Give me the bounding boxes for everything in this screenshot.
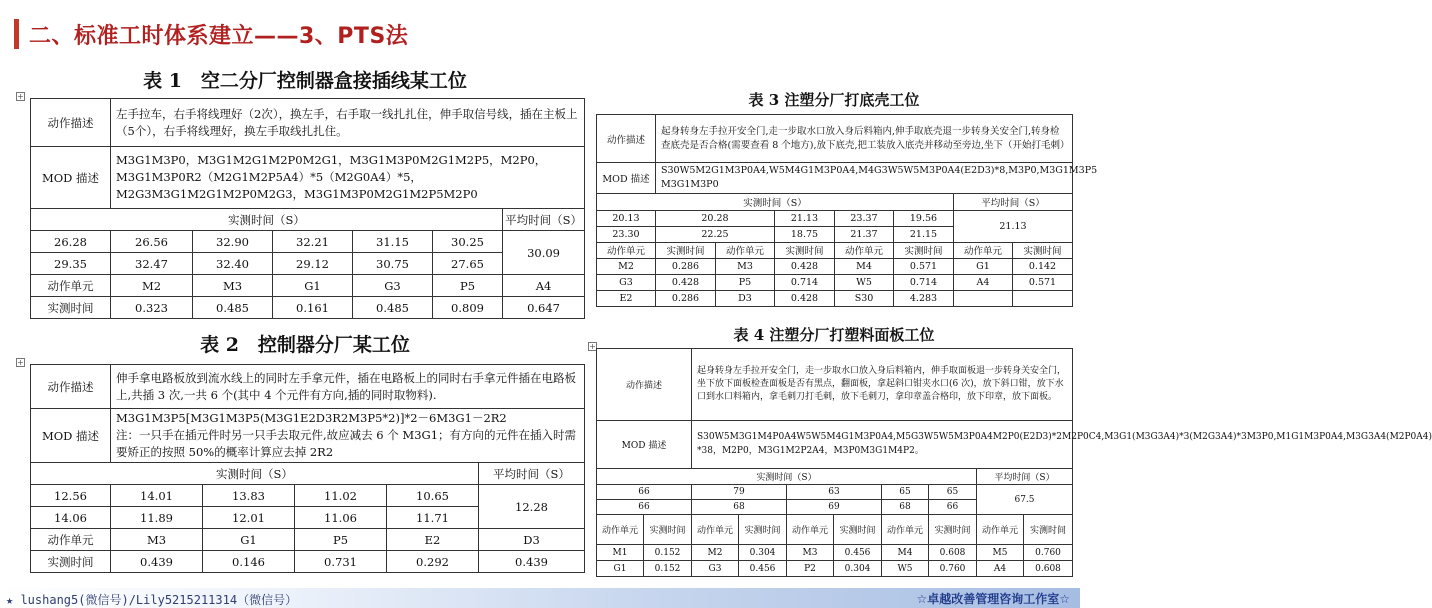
table-cell: 32.47 xyxy=(111,253,193,275)
table-cell: 0.428 xyxy=(775,258,835,274)
time-label: 实测时间 xyxy=(31,297,111,319)
table-move-handle-icon[interactable]: + xyxy=(17,358,24,367)
table-cell: 0.152 xyxy=(644,561,692,577)
table-cell: 69 xyxy=(787,500,882,515)
table-cell: 12.01 xyxy=(203,507,295,529)
table-cell: 19.56 xyxy=(894,210,954,226)
table-cell: 0.439 xyxy=(111,551,203,573)
avg-value: 21.13 xyxy=(954,210,1073,242)
unit-label: 动作单元 xyxy=(31,275,111,297)
avg-header: 平均时间（S） xyxy=(977,469,1073,485)
table-cell: M3 xyxy=(193,275,273,297)
table-cell: 0.304 xyxy=(834,561,882,577)
table-cell: P5 xyxy=(295,529,387,551)
desc-text: 伸手拿电路板放到流水线上的同时左手拿元件，插在电路板上的同时右手拿元件插在电路板上,共插 3 次,一共 6 个(其中 4 个元件有方向,插的同时取物料). xyxy=(111,365,585,409)
table-cell: M2 xyxy=(111,275,193,297)
table-cell: 0.304 xyxy=(739,545,787,561)
table-cell: M4 xyxy=(835,258,894,274)
table-cell: G1 xyxy=(954,258,1013,274)
table3 xyxy=(596,114,1098,307)
table4-caption: 表 4 注塑分厂打塑料面板工位 xyxy=(733,326,935,344)
footer-bar xyxy=(0,588,1080,608)
measured-header: 实测时间（S） xyxy=(597,193,954,210)
table-cell: 21.15 xyxy=(894,226,954,242)
table-cell: 0.760 xyxy=(1024,545,1073,561)
table-cell: E2 xyxy=(597,290,656,306)
footer-contact: ★ lushang5(微信号)/Lily5215211314（微信号） xyxy=(6,593,298,607)
desc-label: 动作描述 xyxy=(597,115,656,163)
table-cell: 32.40 xyxy=(193,253,273,275)
table-cell: 0.428 xyxy=(775,290,835,306)
time-header: 实测时间 xyxy=(929,515,977,545)
table-cell: G1 xyxy=(203,529,295,551)
table-cell: 13.83 xyxy=(203,485,295,507)
table-cell: W5 xyxy=(882,561,929,577)
unit-header: 动作单元 xyxy=(954,242,1013,258)
mod-formula: M3G1M3P5[M3G1M3P5(M3G1E2D3R2M3P5*2)]*2－6M3G1－2R2 xyxy=(116,411,507,426)
table-cell: 68 xyxy=(692,500,787,515)
table-cell: 23.37 xyxy=(835,210,894,226)
table-cell: 65 xyxy=(882,485,929,500)
time-label: 实测时间 xyxy=(31,551,111,573)
table-cell: G3 xyxy=(353,275,433,297)
time-header: 实测时间 xyxy=(1013,242,1073,258)
table-cell: D3 xyxy=(716,290,775,306)
time-header: 实测时间 xyxy=(834,515,882,545)
table2-caption: 表 2 控制器分厂某工位 xyxy=(200,334,410,356)
table-cell: 0.286 xyxy=(656,258,716,274)
table-cell: 66 xyxy=(597,485,692,500)
table-cell: 0.485 xyxy=(193,297,273,319)
table-cell: M1 xyxy=(597,545,644,561)
table-cell xyxy=(1013,290,1073,306)
time-header: 实测时间 xyxy=(894,242,954,258)
mod-text: S30W5M3G1M4P0A4W5W5M4G1M3P0A4,M5G3W5W5M3P0A4M2P0(E2D3)*2M2P0C4,M3G1(M3G3A4)*3(M2G3A4)*3M3P0,M1G1M3P0A4,M3G3A4(M2P0A4) *38，M2P0，M3G1M2P2A4，M3P0M3G1M4P2。 xyxy=(692,421,1073,469)
table-cell: 31.15 xyxy=(353,231,433,253)
table-cell: 20.28 xyxy=(656,210,775,226)
table-cell: 22.25 xyxy=(656,226,775,242)
avg-value: 12.28 xyxy=(479,485,585,529)
table-cell: 0.152 xyxy=(644,545,692,561)
table-cell: E2 xyxy=(387,529,479,551)
table-cell: 18.75 xyxy=(775,226,835,242)
avg-header: 平均时间（S） xyxy=(479,463,585,485)
table-cell: G3 xyxy=(692,561,739,577)
table-cell: A4 xyxy=(503,275,585,297)
avg-header: 平均时间（S） xyxy=(503,209,585,231)
table-cell: A4 xyxy=(954,274,1013,290)
table-cell: G1 xyxy=(597,561,644,577)
measured-header: 实测时间（S） xyxy=(31,463,479,485)
table-cell: G1 xyxy=(273,275,353,297)
table-cell: 66 xyxy=(929,500,977,515)
time-header: 实测时间 xyxy=(656,242,716,258)
table-cell: 0.714 xyxy=(775,274,835,290)
table-cell: 21.37 xyxy=(835,226,894,242)
table-cell: 0.456 xyxy=(739,561,787,577)
unit-header: 动作单元 xyxy=(692,515,739,545)
table3-caption: 表 3 注塑分厂打底壳工位 xyxy=(748,91,920,109)
table-cell: 63 xyxy=(787,485,882,500)
time-header: 实测时间 xyxy=(775,242,835,258)
table-cell: M3 xyxy=(716,258,775,274)
mod-text: S30W5M2G1M3P0A4,W5M4G1M3P0A4,M4G3W5W5M3P0A4(E2D3)*8,M3P0,M3G1M3P5 M3G1M3P0 xyxy=(656,163,1073,194)
table-cell: 29.35 xyxy=(31,253,111,275)
table-cell: 0.608 xyxy=(929,545,977,561)
unit-header: 动作单元 xyxy=(882,515,929,545)
table-cell: M3 xyxy=(111,529,203,551)
table-cell: 0.647 xyxy=(503,297,585,319)
mod-text: M3G1M3P0，M3G1M2G1M2P0M2G1，M3G1M3P0M2G1M2P5，M2P0，M3G1M3P0R2（M2G1M2P5A4）*5（M2G0A4）*5，M2G3M3G1M2G1M2P0M2G3，M3G1M3P0M2G1M2P5M2P0 xyxy=(111,147,585,209)
table-cell: 0.146 xyxy=(203,551,295,573)
mod-label: MOD 描述 xyxy=(31,147,111,209)
table1 xyxy=(30,98,585,319)
desc-label: 动作描述 xyxy=(31,99,111,147)
table-cell: 30.75 xyxy=(353,253,433,275)
unit-header: 动作单元 xyxy=(597,242,656,258)
desc-text: 左手拉车，右手将线理好（2次），换左手，右手取一线扎扎住，伸手取信号线，插在主板上（5个），右手将线理好，换左手取线扎扎住。 xyxy=(111,99,585,147)
table-cell: 0.286 xyxy=(656,290,716,306)
slide-header xyxy=(14,14,408,54)
table-cell: M3 xyxy=(787,545,834,561)
table-cell: 14.06 xyxy=(31,507,111,529)
table-cell: 11.02 xyxy=(295,485,387,507)
unit-header: 动作单元 xyxy=(787,515,834,545)
table-cell: M4 xyxy=(882,545,929,561)
desc-text: 起身转身左手拉开安全门，走一步取水口放入身后料箱内，伸手取面板退一步转身关安全门，坐下放下面板检查面板是否有黑点，翻面板，拿起斜口钳夹水口(6 次)，放下斜口钳，放下水口到水口料箱内，拿毛刺刀打毛刺，放下毛刺刀，拿印章盖合格印，放下印章，放下面板。 xyxy=(692,349,1073,421)
table-cell: 29.12 xyxy=(273,253,353,275)
table-cell: 0.142 xyxy=(1013,258,1073,274)
measured-header: 实测时间（S） xyxy=(597,469,977,485)
table-cell: W5 xyxy=(835,274,894,290)
table-cell: 11.89 xyxy=(111,507,203,529)
table-cell: G3 xyxy=(597,274,656,290)
table-cell: 11.06 xyxy=(295,507,387,529)
mod-text xyxy=(111,409,585,463)
avg-header: 平均时间（S） xyxy=(954,193,1073,210)
table-cell: 0.456 xyxy=(834,545,882,561)
table-move-handle-icon[interactable]: + xyxy=(589,342,596,351)
unit-header: 动作单元 xyxy=(835,242,894,258)
table-cell: 21.13 xyxy=(775,210,835,226)
table-cell: 26.56 xyxy=(111,231,193,253)
table-cell: D3 xyxy=(479,529,585,551)
table-cell: 30.25 xyxy=(433,231,503,253)
table-cell: 32.90 xyxy=(193,231,273,253)
table-cell: M5 xyxy=(977,545,1024,561)
table-cell: 26.28 xyxy=(31,231,111,253)
table-cell: M2 xyxy=(597,258,656,274)
table-cell: 0.714 xyxy=(894,274,954,290)
avg-value: 67.5 xyxy=(977,485,1073,515)
table-cell: 0.323 xyxy=(111,297,193,319)
table-cell: 0.485 xyxy=(353,297,433,319)
time-header: 实测时间 xyxy=(739,515,787,545)
table-cell: 23.30 xyxy=(597,226,656,242)
mod-label: MOD 描述 xyxy=(597,163,656,194)
table-cell: 4.283 xyxy=(894,290,954,306)
footer-brand: ☆卓越改善管理咨询工作室☆ xyxy=(916,592,1070,606)
header-accent-bar xyxy=(14,19,19,49)
table-cell: 0.161 xyxy=(273,297,353,319)
table-cell: 14.01 xyxy=(111,485,203,507)
table-cell: 0.809 xyxy=(433,297,503,319)
table-cell: 0.292 xyxy=(387,551,479,573)
unit-header: 动作单元 xyxy=(977,515,1024,545)
desc-text: 起身转身左手拉开安全门,走一步取水口放入身后料箱内,伸手取底壳退一步转身关安全门,转身检查底壳是否合格(需要查看 8 个地方),放下底壳,把工装放入底壳并移动至旁边,坐下（开始打毛刺） xyxy=(656,115,1073,163)
mod-label: MOD 描述 xyxy=(597,421,692,469)
table-cell: 0.760 xyxy=(929,561,977,577)
table-cell: 0.428 xyxy=(656,274,716,290)
table-cell: 66 xyxy=(597,500,692,515)
table-cell: 27.65 xyxy=(433,253,503,275)
table1-caption: 表 1 空二分厂控制器盒接插线某工位 xyxy=(143,70,467,92)
table-cell: 79 xyxy=(692,485,787,500)
unit-header: 动作单元 xyxy=(716,242,775,258)
table-cell: 11.71 xyxy=(387,507,479,529)
table-cell: 0.439 xyxy=(479,551,585,573)
table-cell: 65 xyxy=(929,485,977,500)
table-cell xyxy=(954,290,1013,306)
table2 xyxy=(30,364,585,573)
table4 xyxy=(596,348,1432,577)
table-cell: 20.13 xyxy=(597,210,656,226)
table-cell: P2 xyxy=(787,561,834,577)
mod-label: MOD 描述 xyxy=(31,409,111,463)
table-cell: 0.571 xyxy=(894,258,954,274)
slide-title: 二、标准工时体系建立——3、PTS法 xyxy=(29,23,409,49)
table-cell: 12.56 xyxy=(31,485,111,507)
table-cell: P5 xyxy=(716,274,775,290)
desc-label: 动作描述 xyxy=(597,349,692,421)
table-cell: 0.608 xyxy=(1024,561,1073,577)
table-cell: 68 xyxy=(882,500,929,515)
avg-value: 30.09 xyxy=(503,231,585,275)
table-move-handle-icon[interactable]: + xyxy=(17,92,24,101)
measured-header: 实测时间（S） xyxy=(31,209,503,231)
mod-note: 注：一只手在插元件时另一只手去取元件,故应减去 6 个 M3G1；有方向的元件在插入时需要矫正的按照 50%的概率计算应去掉 2R2 xyxy=(116,428,577,459)
table-cell: 0.731 xyxy=(295,551,387,573)
table-cell: A4 xyxy=(977,561,1024,577)
table-cell: 32.21 xyxy=(273,231,353,253)
table-cell: M2 xyxy=(692,545,739,561)
unit-label: 动作单元 xyxy=(31,529,111,551)
table-cell: P5 xyxy=(433,275,503,297)
unit-header: 动作单元 xyxy=(597,515,644,545)
time-header: 实测时间 xyxy=(1024,515,1073,545)
table-cell: 0.571 xyxy=(1013,274,1073,290)
table-cell: 10.65 xyxy=(387,485,479,507)
time-header: 实测时间 xyxy=(644,515,692,545)
table-cell: S30 xyxy=(835,290,894,306)
desc-label: 动作描述 xyxy=(31,365,111,409)
